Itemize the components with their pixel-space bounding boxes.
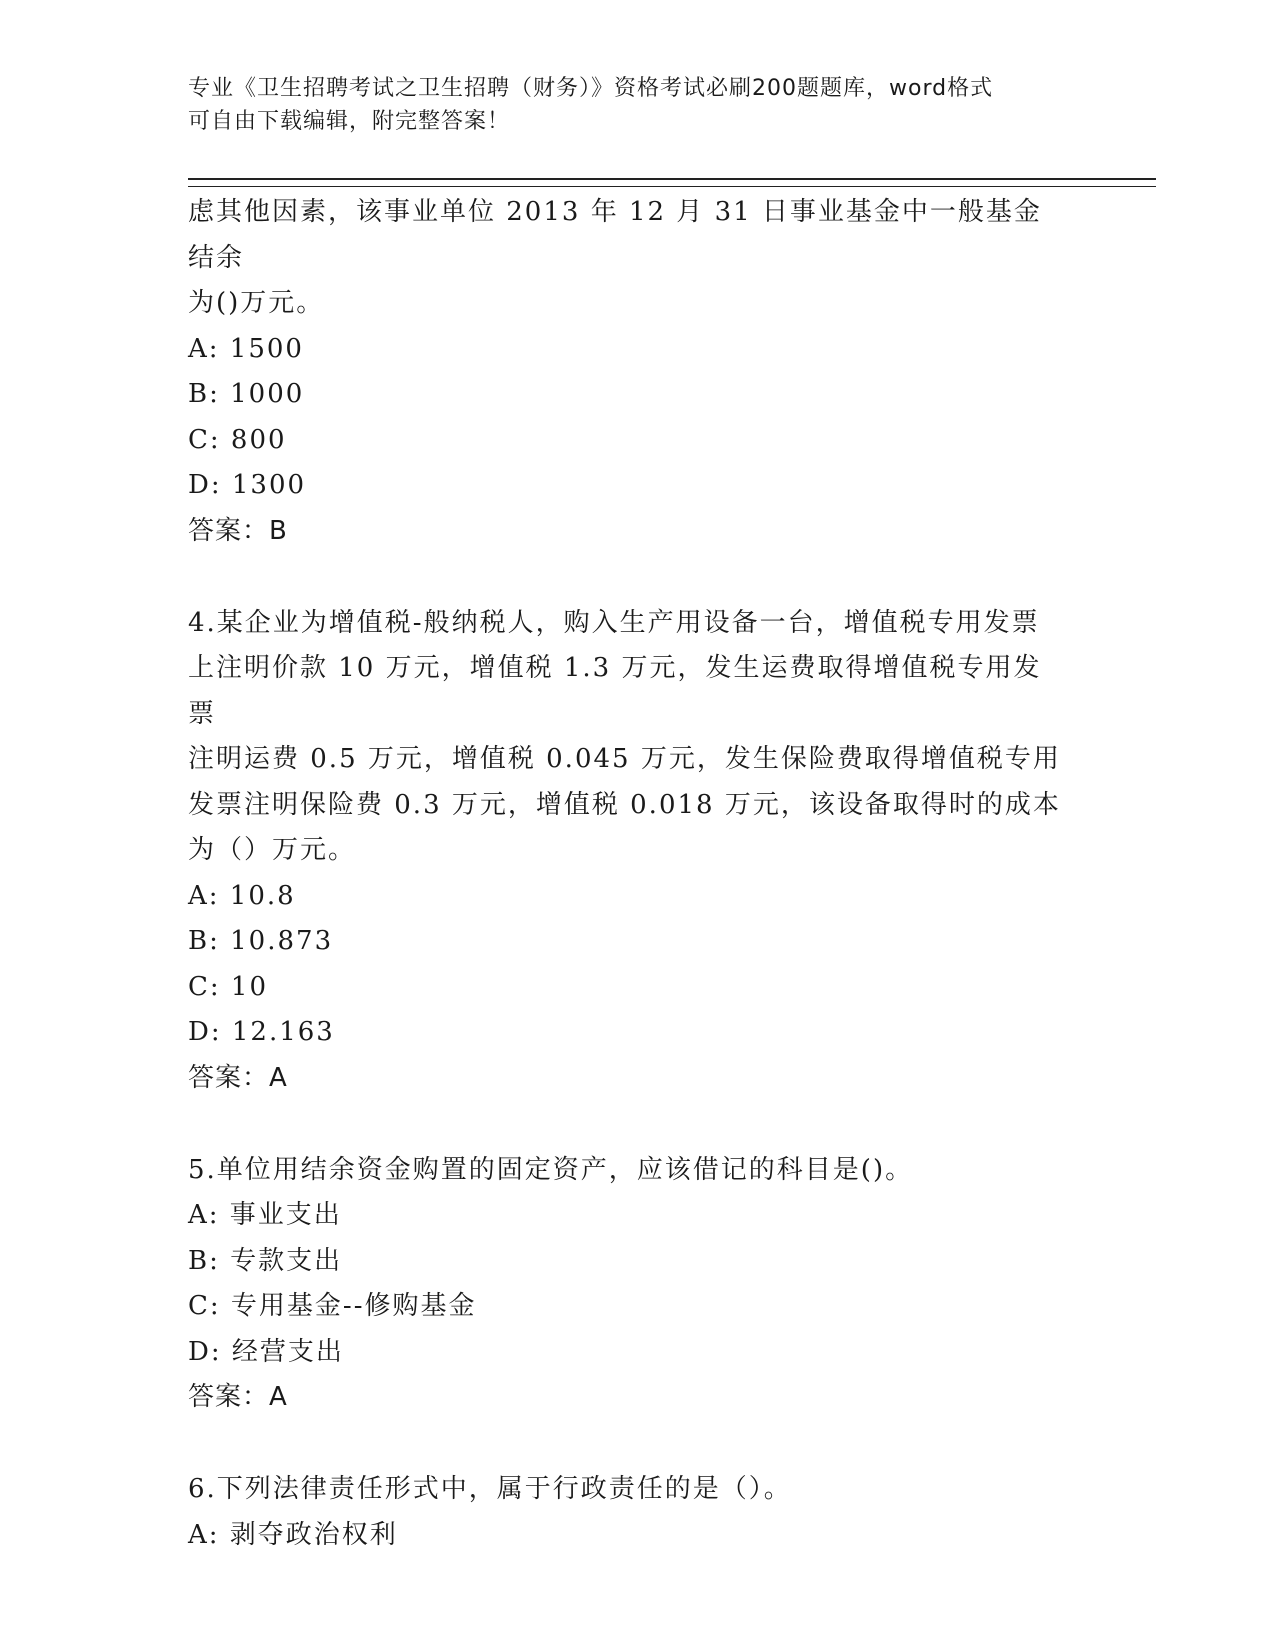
question-5-option-a: A: 事业支出 [188, 1200, 342, 1230]
question-6-block [188, 1467, 1068, 1558]
question-4-option-c: C: 10 [188, 971, 269, 1002]
question-5-option-b: B: 专款支出 [188, 1245, 343, 1276]
question-4-block [188, 601, 1068, 1101]
question-4-option-b: B: 10.873 [188, 926, 334, 956]
question-5-block [188, 1148, 1068, 1421]
question-5-option-d: D: 经营支出 [188, 1336, 344, 1367]
question-5-text: 5.单位用结余资金购置的固定资产，应该借记的科目是()。 [188, 1154, 914, 1185]
header-line-1: 专业《卫生招聘考试之卫生招聘（财务）》资格考试必刷200题题库，word格式 [188, 76, 994, 101]
header-line-2: 可自由下载编辑，附完整答案！ [188, 109, 511, 134]
question-6-text: 6.下列法律责任形式中，属于行政责任的是（）。 [188, 1474, 792, 1504]
question-5-answer: 答案：A [188, 1382, 288, 1412]
question-4-option-d: D: 12.163 [188, 1017, 335, 1047]
header-divider [188, 178, 1156, 187]
question-3-option-c: C: 800 [188, 424, 287, 455]
question-3-block [188, 190, 1068, 554]
question-3-text-line-1: 虑其他因素，该事业单位 2013 年 12 月 31 日事业基金中一般基金结余 [188, 197, 1042, 273]
question-5-option-c: C: 专用基金--修购基金 [188, 1291, 477, 1321]
question-3-text-line-2: 为()万元。 [188, 288, 325, 318]
question-4-option-a: A: 10.8 [188, 880, 296, 911]
question-3-option-b: B: 1000 [188, 379, 305, 409]
question-4-text-line-5: 为（）万元。 [188, 835, 357, 865]
question-3-option-a: A: 1500 [188, 333, 304, 364]
question-4-answer: 答案：A [188, 1062, 288, 1093]
question-4-text-line-3: 注明运费 0.5 万元，增值税 0.045 万元，发生保险费取得增值税专用 [188, 744, 1061, 774]
question-list [188, 190, 1068, 1558]
question-6-option-a: A: 剥夺政治权利 [188, 1519, 398, 1550]
question-4-text-line-4: 发票注明保险费 0.3 万元，增值税 0.018 万元，该设备取得时的成本 [188, 789, 1061, 820]
question-4-text-line-2: 上注明价款 10 万元，增值税 1.3 万元，发生运费取得增值税专用发票 [188, 653, 1042, 729]
page-header [188, 72, 1068, 138]
question-3-option-d: D: 1300 [188, 470, 307, 500]
question-4-text-line-1: 4.某企业为增值税-般纳税人，购入生产用设备一台，增值税专用发票 [188, 607, 1040, 638]
question-3-answer: 答案：B [188, 515, 288, 546]
